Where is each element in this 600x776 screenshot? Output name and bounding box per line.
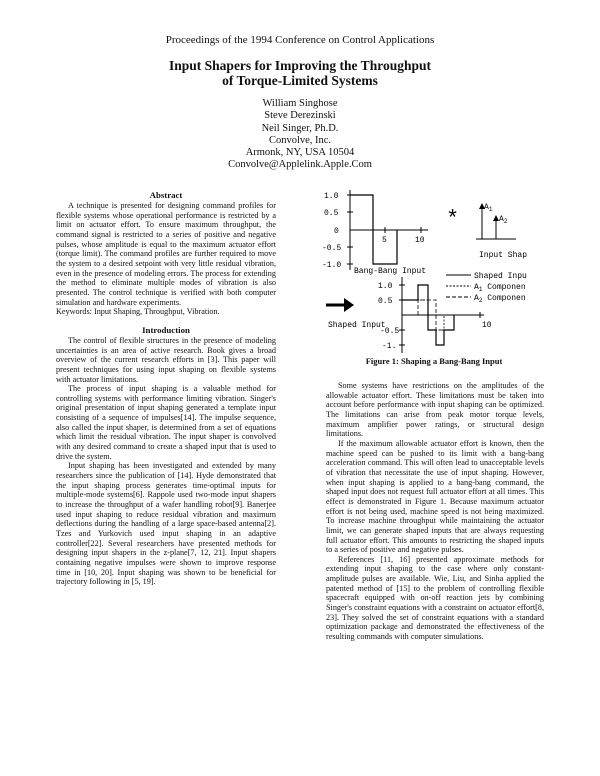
author-1: William Singhose [262, 98, 338, 109]
right-column [326, 381, 544, 642]
bottom-tick-neg-1: -1. [382, 342, 397, 351]
title-line-1: Input Shapers for Improving the Throughput [169, 58, 431, 73]
input-shaper-label: Input Shap [479, 251, 528, 260]
figure-1 [318, 185, 548, 365]
intro-paragraph-1: The control of flexible structures in the presence of modeling uncertainties is an area of active research. Book gives a broad overview of the current research efforts in [3]. This paper will present techniques for using input shaping on flexible systems with actuator limitations. [56, 335, 276, 384]
paper-title [0, 58, 600, 88]
bottom-tick-neg-0-5: -0.5 [380, 327, 400, 336]
figure-1-graphic [318, 185, 548, 355]
bottom-x-tick-10: 10 [482, 321, 492, 330]
figure-caption: Figure 1: Shaping a Bang-Bang Input [365, 356, 503, 366]
left-column [56, 190, 276, 587]
keywords: Keywords: Input Shaping, Throughput, Vibration. [56, 307, 220, 317]
author-block [0, 98, 600, 172]
author-2: Steve Derezinski [264, 110, 336, 122]
top-x-tick-10: 10 [415, 236, 425, 245]
abstract-text: A technique is presented for designing command profiles for flexible systems whose operational performance is restricted by a limit on actuator effort. To ensure maximum throughput, the command signal is restricted to a series of positive and negative pulses, whose amplitude is equal to the maximum actuator effort (torque limit). The command profiles are further required to move the system to a desired setpoint with very little residual vibration, even in the presence of modeling errors. The process for extending the method to eliminate multiple modes of vibration is also presented. The control technique is verified with both computer simulation and hardware experiments. [56, 201, 276, 307]
top-tick-neg-1: -1.0 [322, 261, 342, 270]
legend-a1-component: $A_1$ Componen [474, 283, 526, 293]
intro-paragraph-2: The process of input shaping is a valuable method for controlling systems with performance limiting vibration. Singer's original presentation of input shaping generated a template input consisting of a sequence of impulses[14]. The impulse sequence, also called the input shaper, is determined from a set of equations which limit the residual vibration. The input shaper is convolved with any desired command to create a shaped input that is used to drive the system. [56, 384, 276, 461]
legend-shaped-input: Shaped Inpu [474, 272, 527, 281]
address: Armonk, NY, USA 10504 [245, 147, 355, 159]
bang-bang-label: Bang-Bang Input [354, 267, 427, 276]
right-paragraph-3: References [11, 16] presented approximate methods for extending input shaping to the case where only constant-amplitude pulses are available. Wie, Liu, and Sinha applied the patented method of [15] to the problem of controlling flexible spacecraft equipped with on-off reaction jets by combining Singer's constraint equations with a constraint on actuator effort[8, 23]. They solved the set of constraint equations with a standard optimization package and demonstrated the effectiveness of the resulting commands with computer simulations. [326, 554, 545, 642]
title-line-2: of Torque-Limited Systems [222, 73, 378, 88]
bottom-tick-1: 1.0 [378, 282, 393, 291]
top-tick-0: 0 [334, 227, 339, 236]
email: Convolve@Applelink.Apple.Com [228, 159, 372, 171]
bottom-tick-0-5: 0.5 [378, 297, 393, 306]
right-paragraph-1: Some systems have restrictions on the amplitudes of the allowable actuator effort. These limitations must be taken into account before performance with input shaping can be optimized. The limitations can arise from peak motor torque levels, maximum amplifier power ratings, or structural design limitations. [326, 381, 544, 439]
input-shaper-plot [476, 203, 527, 260]
shaped-input-label: Shaped Input [328, 321, 386, 330]
legend-a2-component: $A_2$ Componen [474, 294, 526, 304]
affiliation: Convolve, Inc. [268, 134, 332, 146]
top-x-tick-5: 5 [382, 236, 387, 245]
intro-paragraph-3: Input shaping has been investigated and extended by many researchers since the publication of [14]. Hyde demonstrated that the input shaping process generates time-optimal inputs for multiple-mode systems[6]. Rappole used two-mode input shapers to increase the throughput of a wafer handling robot[9]. Banerjee used input shaping to reduce residual vibration and maximum deflections during the handling of a large space-based antenna[2]. Tzes and Yurkovich used input shaping in an adaptive controller[22]. Several researchers have presented methods for designing input shapers in the z-plane[7, 12, 21]. Input shapers containing negative impulses were shown to improve response time in [10, 20]. Input shaping was shown to be beneficial for trajectory following in [5, 19]. [56, 461, 276, 587]
top-tick-neg-0-5: -0.5 [322, 244, 342, 253]
author-3: Neil Singer, Ph.D. [261, 122, 339, 134]
top-tick-1: 1.0 [324, 192, 339, 201]
figure-legend [446, 272, 527, 304]
shaper-a2-label: $A_2$ [499, 215, 508, 225]
convolution-symbol: * [446, 207, 460, 232]
right-paragraph-2: If the maximum allowable actuator effort is known, then the machine speed can be pushed to its limit with a bang-bang acceleration command. This will often lead to unacceptable levels of vibration that necessitate the use of input shaping. However, when input shaping is applied to a bang-bang command, the shaped input does not request full actuator effort at all times. This effect is demonstrated in Figure 1. Because maximum actuator effort is not being used, machine speed is not being maximized. To increase machine throughput while maintaining the actuator limit, we can generate shaped inputs that are always requesting full actuator effort. This amounts to restricting the shaped inputs to a series of positive and negative pulses. [326, 438, 544, 555]
bang-bang-plot [322, 190, 428, 276]
conference-header: Proceedings of the 1994 Conference on Control Applications [165, 34, 435, 46]
result-arrow-icon [326, 298, 354, 312]
introduction-heading: Introduction [142, 324, 190, 335]
top-tick-0-5: 0.5 [324, 209, 339, 218]
shaper-a1-label: $A_1$ [484, 203, 493, 213]
abstract-heading: Abstract [149, 190, 183, 200]
shaped-input-plot [328, 277, 492, 353]
